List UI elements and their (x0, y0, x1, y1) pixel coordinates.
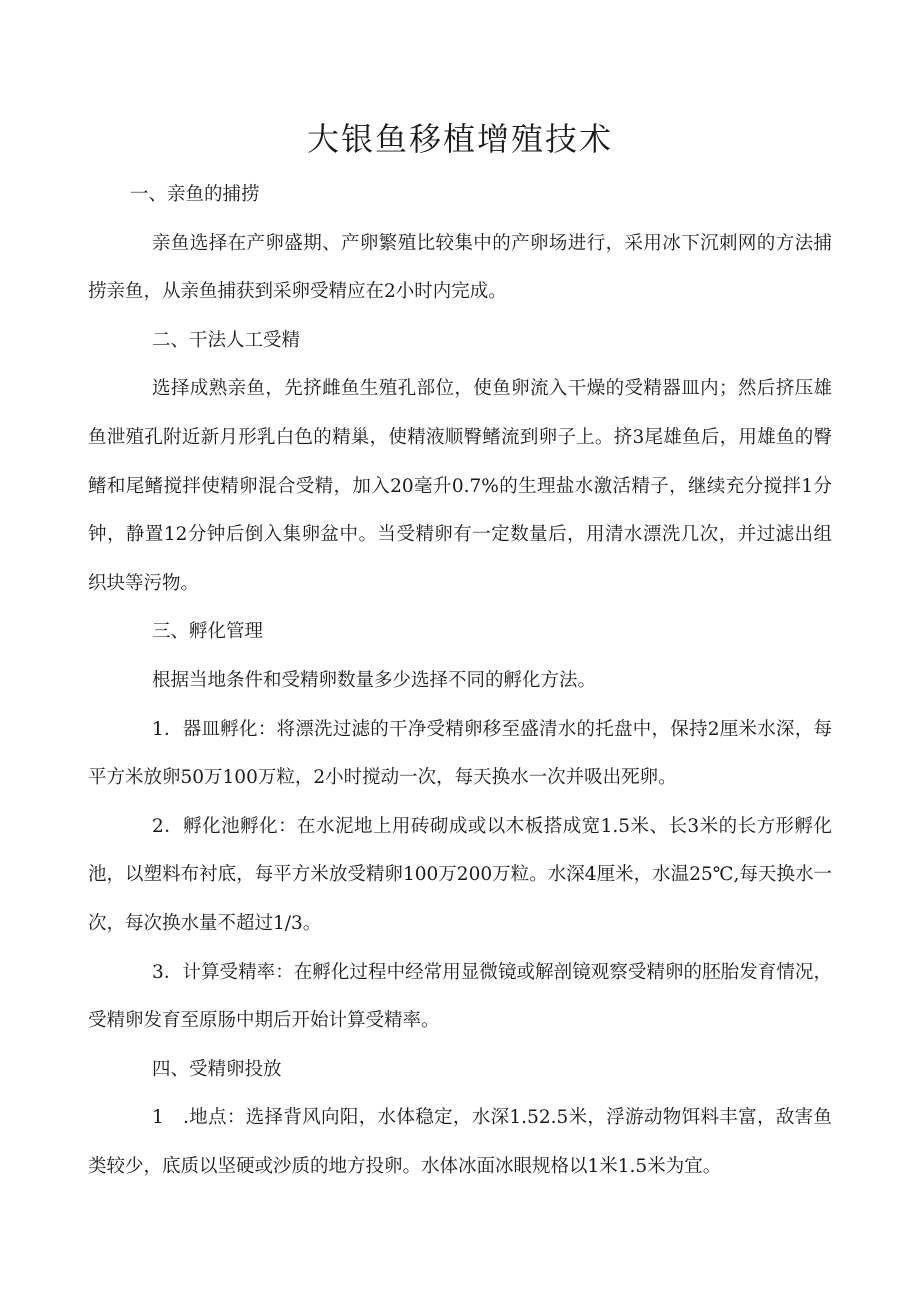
paragraph: 2．孵化池孵化：在水泥地上用砖砌成或以木板搭成宽1.5米、长3米的长方形孵化池，以塑料布衬底，每平方米放受精卵100万200万粒。水深4厘米，水温25℃,每天换水一次，每次换水量不超过1/3。 (88, 815, 832, 934)
section-3 (88, 608, 832, 1045)
paragraph: 亲鱼选择在产卵盛期、产卵繁殖比较集中的产卵场进行，采用冰下沉刺网的方法捕捞亲鱼，从亲鱼捕获到采卵受精应在2小时内完成。 (88, 232, 832, 303)
paragraph: 根据当地条件和受精卵数量多少选择不同的孵化方法。 (152, 669, 597, 691)
section-heading: 三、孵化管理 (152, 621, 264, 643)
paragraph: 3．计算受精率：在孵化过程中经常用显微镜或解剖镜观察受精卵的胚胎发育情况，受精卵发育至原肠中期后开始计算受精率。 (88, 961, 832, 1032)
section-1 (88, 171, 832, 317)
paragraph: 1 .地点：选择背风向阳，水体稳定，水深1.52.5米，浮游动物饵料丰富，敌害鱼类较少，底质以坚硬或沙质的地方投卵。水体冰面冰眼规格以1米1.5米为宜。 (88, 1107, 832, 1177)
section-4 (88, 1046, 832, 1192)
document-body (88, 171, 832, 1191)
section-heading: 一、亲鱼的捕捞 (130, 184, 260, 205)
section-2 (88, 317, 832, 609)
paragraph: 1．器皿孵化：将漂洗过滤的干净受精卵移至盛清水的托盘中，保持2厘米水深，每平方米放卵50万100万粒，2小时搅动一次，每天换水一次并吸出死卵。 (88, 718, 832, 789)
section-heading: 四、受精卵投放 (152, 1058, 282, 1080)
section-heading: 二、干法人工受精 (152, 329, 301, 351)
document-title: 大银鱼移植增殖技术 (306, 120, 613, 158)
paragraph: 选择成熟亲鱼，先挤雌鱼生殖孔部位，使鱼卵流入干燥的受精器皿内；然后挤压雄鱼泄殖孔附近新月形乳白色的精巢，使精液顺臀鳍流到卵子上。挤3尾雄鱼后，用雄鱼的臀鳍和尾鳍搅拌使精卵混合受精，加入20毫升0.7%的生理盐水激活精子，继续充分搅拌1分钟，静置12分钟后倒入集卵盆中。当受精卵有一定数量后，用清水漂洗几次，并过滤出组织块等污物。 (88, 378, 832, 594)
